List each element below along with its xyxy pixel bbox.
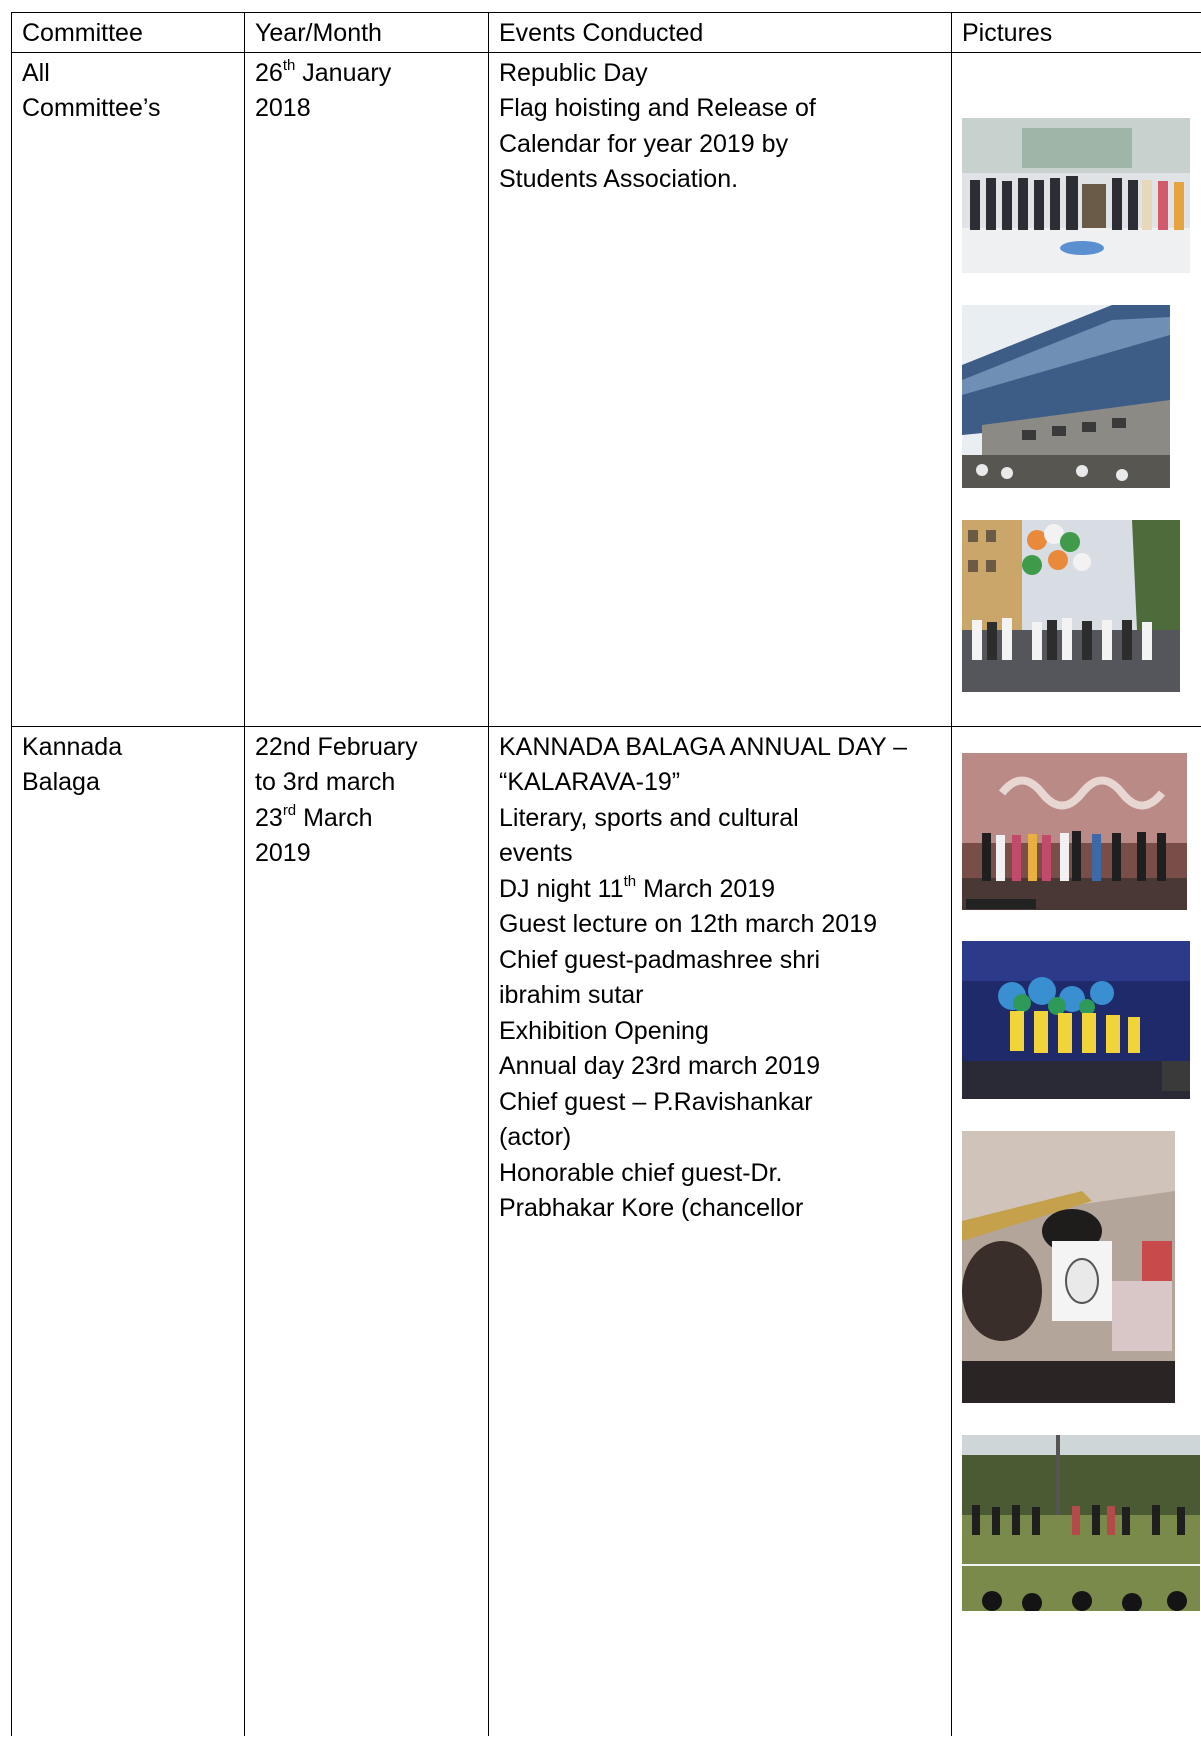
committee-line: All bbox=[22, 58, 50, 87]
header-year-month: Year/Month bbox=[245, 13, 489, 53]
date-cell bbox=[245, 52, 489, 726]
committee-cell bbox=[12, 52, 245, 726]
event-line: Calendar for year 2019 by bbox=[499, 129, 789, 158]
table-row bbox=[12, 52, 1201, 726]
event-line: Honorable chief guest-Dr. bbox=[499, 1158, 783, 1187]
date-cell bbox=[245, 726, 489, 1736]
event-line: Annual day 23rd march 2019 bbox=[499, 1052, 821, 1080]
balloons-crowd-photo bbox=[962, 520, 1180, 692]
pictures-cell bbox=[952, 726, 1201, 1736]
events-cell bbox=[489, 52, 952, 726]
republic-day-group-photo bbox=[962, 118, 1190, 273]
event-line: Guest lecture on 12th march 2019 bbox=[499, 910, 878, 938]
event-line: “KALARAVA-19” bbox=[499, 768, 681, 796]
header-pictures: Pictures bbox=[952, 13, 1201, 53]
event-line: Republic Day bbox=[499, 58, 648, 87]
event-line: events bbox=[499, 839, 573, 867]
header-committee: Committee bbox=[12, 13, 245, 53]
table-row bbox=[12, 726, 1201, 1736]
event-line: Exhibition Opening bbox=[499, 1016, 709, 1045]
pictures-cell bbox=[952, 52, 1201, 726]
date-line: 2019 bbox=[255, 839, 311, 867]
date-line: 2018 bbox=[255, 94, 311, 122]
committee-line: Balaga bbox=[22, 768, 100, 796]
date-line: 26th January bbox=[255, 57, 392, 87]
event-line: (actor) bbox=[499, 1123, 572, 1151]
date-line: to 3rd march bbox=[255, 768, 396, 796]
art-workshop-photo bbox=[962, 1131, 1175, 1403]
committee-line: Kannada bbox=[22, 732, 123, 761]
event-line: Flag hoisting and Release of bbox=[499, 94, 816, 122]
flag-hoisting-building-photo bbox=[962, 305, 1170, 488]
event-line: ibrahim sutar bbox=[499, 981, 644, 1009]
events-table bbox=[11, 12, 1201, 1736]
peacock-dance-photo bbox=[962, 941, 1190, 1099]
committee-line: Committee’s bbox=[22, 94, 161, 122]
event-line: Chief guest-padmashree shri bbox=[499, 945, 820, 974]
stage-group-photo bbox=[962, 753, 1187, 910]
event-line: KANNADA BALAGA ANNUAL DAY – bbox=[499, 732, 908, 761]
event-line: Prabhakar Kore (chancellor bbox=[499, 1194, 804, 1222]
header-events-conducted: Events Conducted bbox=[489, 13, 952, 53]
date-line: 23rd March bbox=[255, 802, 373, 832]
date-line: 22nd February bbox=[255, 732, 418, 761]
sports-ground-photo bbox=[962, 1435, 1200, 1611]
event-line: DJ night 11th March 2019 bbox=[499, 873, 776, 903]
event-line: Chief guest – P.Ravishankar bbox=[499, 1087, 813, 1116]
event-line: Literary, sports and cultural bbox=[499, 803, 799, 832]
table-header-row bbox=[12, 13, 1201, 53]
events-cell bbox=[489, 726, 952, 1736]
event-line: Students Association. bbox=[499, 165, 739, 193]
committee-cell bbox=[12, 726, 245, 1736]
